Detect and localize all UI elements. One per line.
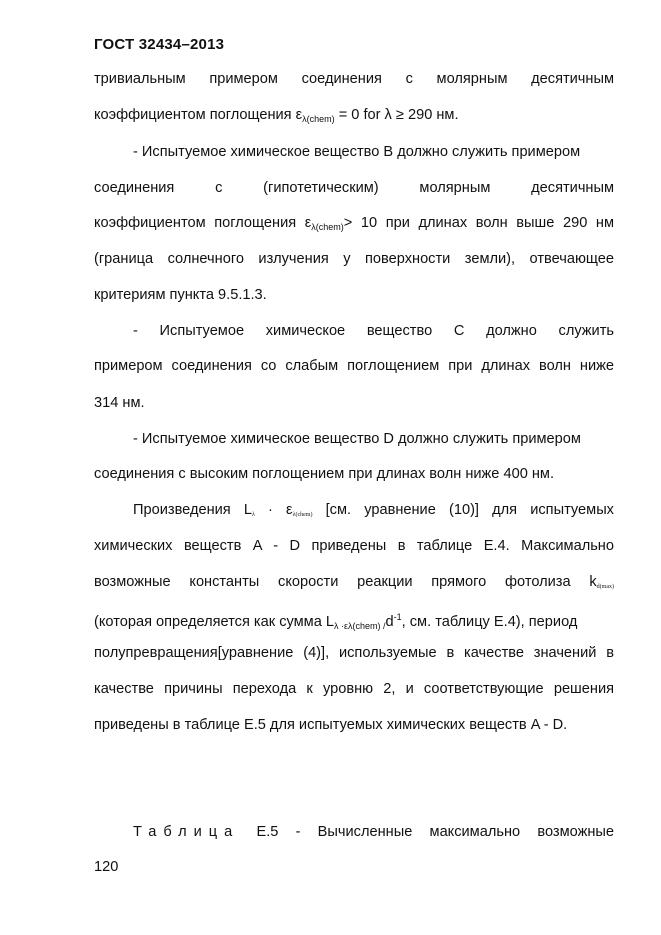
paragraph-start: [133, 500, 614, 525]
subscript: λ: [251, 512, 255, 518]
text-fragment: коэффициентом поглощения ε: [94, 107, 303, 123]
text-line: (граница солнечного излучения у поверхности земли), отвечающее: [94, 251, 614, 267]
text-line: [94, 105, 614, 129]
text-line: качестве причины перехода к уровню 2, и соответствующие решения: [94, 681, 614, 697]
text-fragment: Произведения L: [133, 502, 252, 518]
subscript: d(max): [596, 584, 614, 590]
document-header: ГОСТ 32434–2013: [94, 36, 225, 53]
table-caption: [133, 822, 614, 842]
subscript: λ(chem): [311, 222, 344, 232]
text-line: примером соединения со слабым поглощением при длинах волн ниже: [94, 358, 614, 374]
text-line: 314 нм.: [94, 395, 145, 411]
text-fragment: возможные константы скорости реакции прямого фотолиза k: [94, 574, 597, 590]
text-line: соединения с (гипотетическим) молярным десятичным: [94, 180, 614, 196]
text-line: [94, 213, 614, 237]
text-line: химических веществ A - D приведены в таблице E.4. Максимально: [94, 538, 614, 554]
text-line: приведены в таблице E.5 для испытуемых химических веществ A - D.: [94, 717, 568, 733]
text-line: [94, 607, 614, 636]
text-line: [94, 572, 614, 597]
text-fragment: = 0 for λ ≥ 290 нм.: [334, 107, 459, 123]
text-fragment: > 10 при длинах волн выше 290 нм: [343, 215, 614, 231]
text-line: соединения с высоким поглощением при длинах волн ниже 400 нм.: [94, 466, 555, 482]
paragraph-start: - Испытуемое химическое вещество D должно служить примером: [133, 431, 581, 447]
text-fragment: (которая определяется как сумма L: [94, 614, 334, 630]
text-line: полупревращения[уравнение (4)], используемые в качестве значений в: [94, 645, 614, 661]
subscript: λ(chem): [302, 114, 335, 124]
text-line: критериям пункта 9.5.1.3.: [94, 287, 267, 303]
text-line: тривиальным примером соединения с молярным десятичным: [94, 71, 614, 87]
text-fragment: , см. таблицу E.4), период: [401, 614, 578, 630]
caption-label: Таблица: [133, 824, 240, 840]
caption-text: E.5 - Вычисленные максимально возможные: [239, 824, 614, 840]
text-fragment: · ε: [254, 502, 293, 518]
subscript: λ(chem): [292, 512, 313, 518]
text-fragment: [см. уравнение (10)] для испытуемых: [312, 502, 614, 518]
page-number: 120: [94, 859, 119, 875]
superscript: -1: [393, 612, 402, 622]
subscript: λ ·ελ(chem) /: [333, 621, 386, 631]
text-fragment: коэффициентом поглощения ε: [94, 215, 312, 231]
paragraph-start: - Испытуемое химическое вещество C должно служить: [133, 323, 614, 339]
text-fragment: d: [385, 614, 394, 630]
paragraph-start: - Испытуемое химическое вещество B должно служить примером: [133, 144, 581, 160]
